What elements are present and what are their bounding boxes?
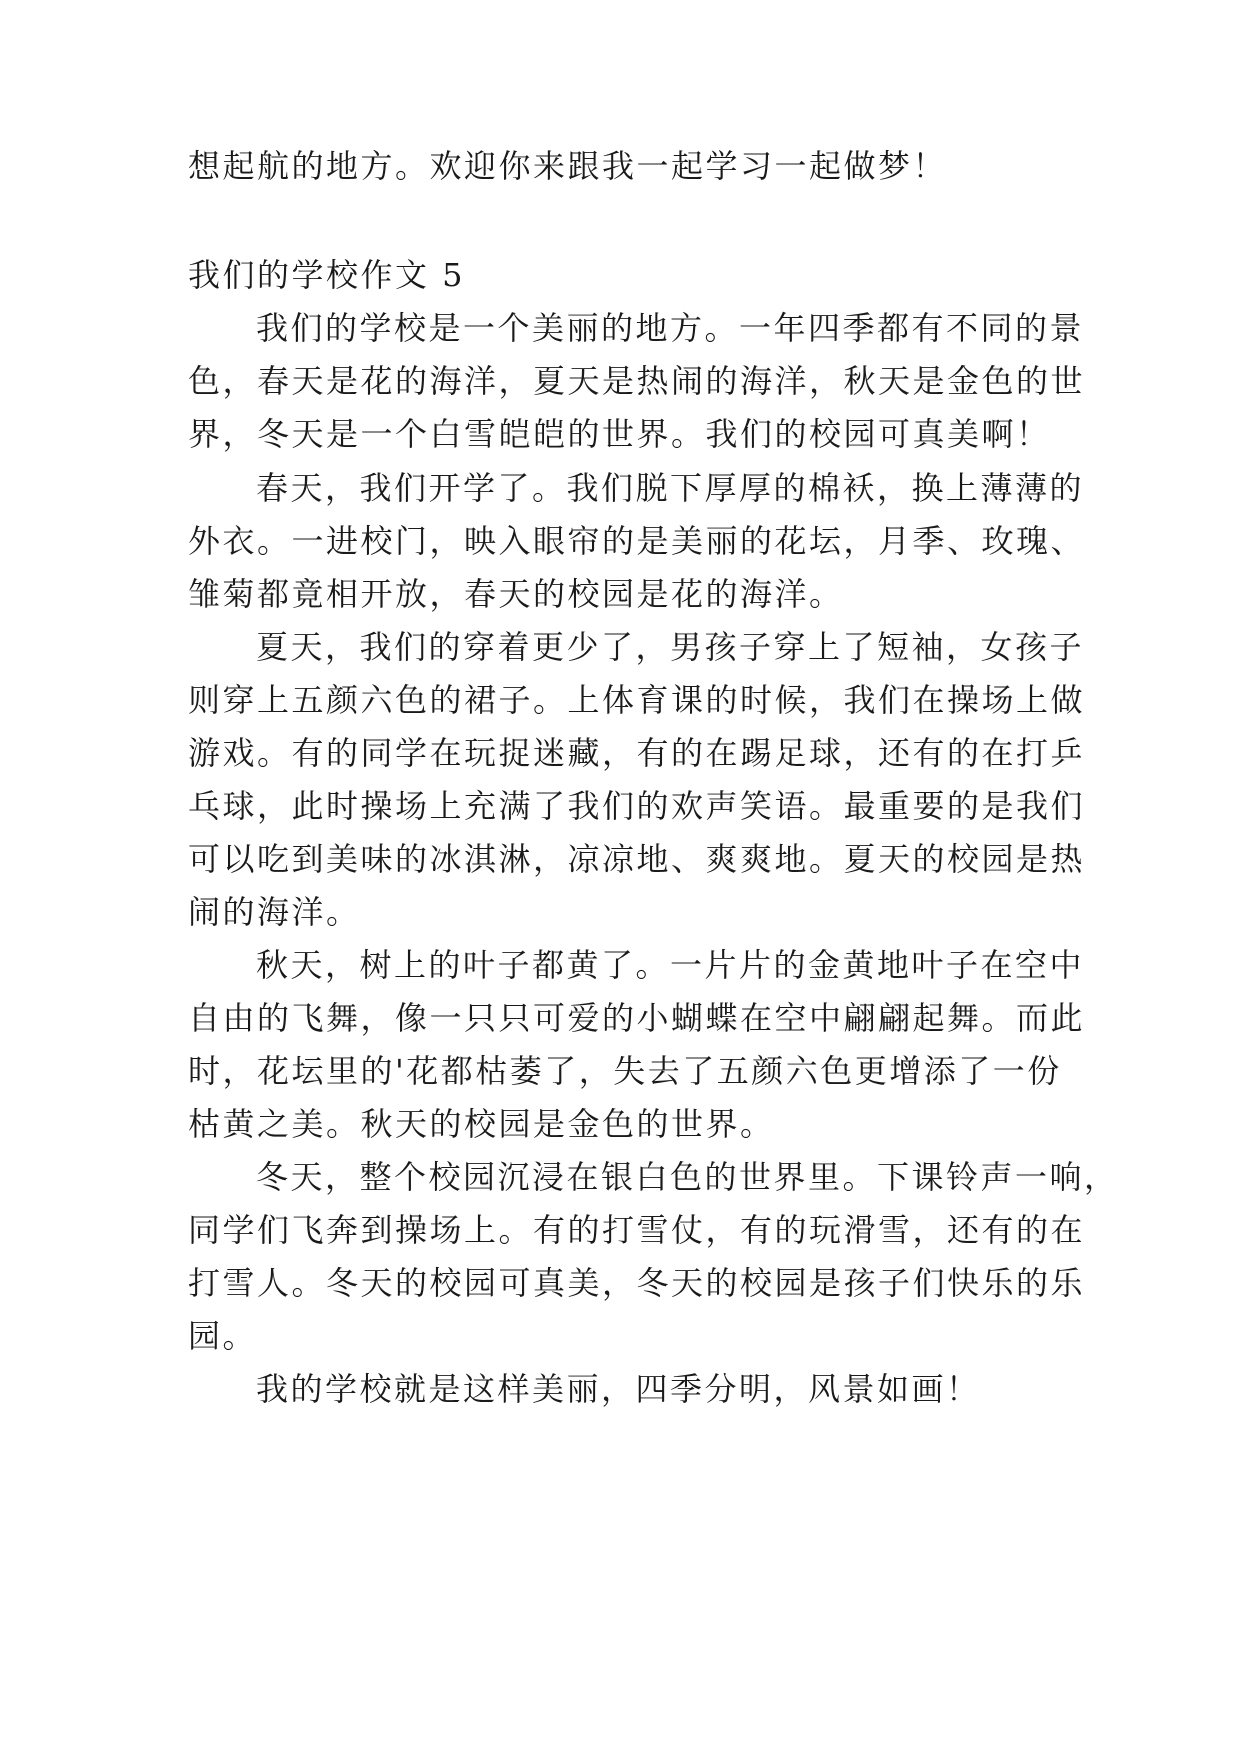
paragraph-3-line-1: 夏天，我们的穿着更少了，男孩子穿上了短袖，女孩子 (256, 628, 1085, 666)
paragraph-5-line-2: 同学们飞奔到操场上。有的打雪仗，有的玩滑雪，还有的在 (188, 1211, 1086, 1249)
paragraph-2-line-1: 春天，我们开学了。我们脱下厚厚的棉袄，换上薄薄的 (256, 469, 1085, 507)
paragraph-4-line-4: 枯黄之美。秋天的校园是金色的世界。 (188, 1105, 775, 1143)
paragraph-3-line-4: 乓球，此时操场上充满了我们的欢声笑语。最重要的是我们 (188, 787, 1086, 825)
paragraph-2-line-2: 外衣。一进校门，映入眼帘的是美丽的花坛，月季、玫瑰、 (188, 522, 1086, 560)
paragraph-3-line-6: 闹的海洋。 (188, 893, 361, 931)
paragraph-3-line-5: 可以吃到美味的冰淇淋，凉凉地、爽爽地。夏天的校园是热 (188, 840, 1086, 878)
paragraph-1-line-1: 我们的学校是一个美丽的地方。一年四季都有不同的景 (256, 309, 1085, 347)
paragraph-4-line-2: 自由的飞舞，像一只只可爱的小蝴蝶在空中翩翩起舞。而此 (188, 999, 1086, 1037)
paragraph-3-line-2: 则穿上五颜六色的裙子。上体育课的时候，我们在操场上做 (188, 681, 1086, 719)
paragraph-4-line-3: 时，花坛里的'花都枯萎了，失去了五颜六色更增添了一份 (188, 1052, 1062, 1090)
paragraph-3-line-3: 游戏。有的同学在玩捉迷藏，有的在踢足球，还有的在打乒 (188, 734, 1086, 772)
paragraph-6-line-1: 我的学校就是这样美丽，四季分明，风景如画！ (256, 1370, 981, 1408)
paragraph-2-line-3: 雏菊都竟相开放，春天的校园是花的海洋。 (188, 575, 844, 613)
paragraph-4-line-1: 秋天，树上的叶子都黄了。一片片的金黄地叶子在空中 (256, 946, 1085, 984)
paragraph-1-line-2: 色，春天是花的海洋，夏天是热闹的海洋，秋天是金色的世 (188, 362, 1086, 400)
intro-tail-text: 想起航的地方。欢迎你来跟我一起学习一起做梦！ (188, 147, 948, 185)
paragraph-5-line-1: 冬天，整个校园沉浸在银白色的世界里。下课铃声一响， (256, 1158, 1119, 1196)
essay-title: 我们的学校作文 5 (188, 256, 466, 294)
paragraph-5-line-3: 打雪人。冬天的校园可真美，冬天的校园是孩子们快乐的乐 (188, 1264, 1086, 1302)
paragraph-5-line-4: 园。 (188, 1317, 258, 1355)
paragraph-1-line-3: 界，冬天是一个白雪皑皑的世界。我们的校园可真美啊！ (188, 415, 1051, 453)
